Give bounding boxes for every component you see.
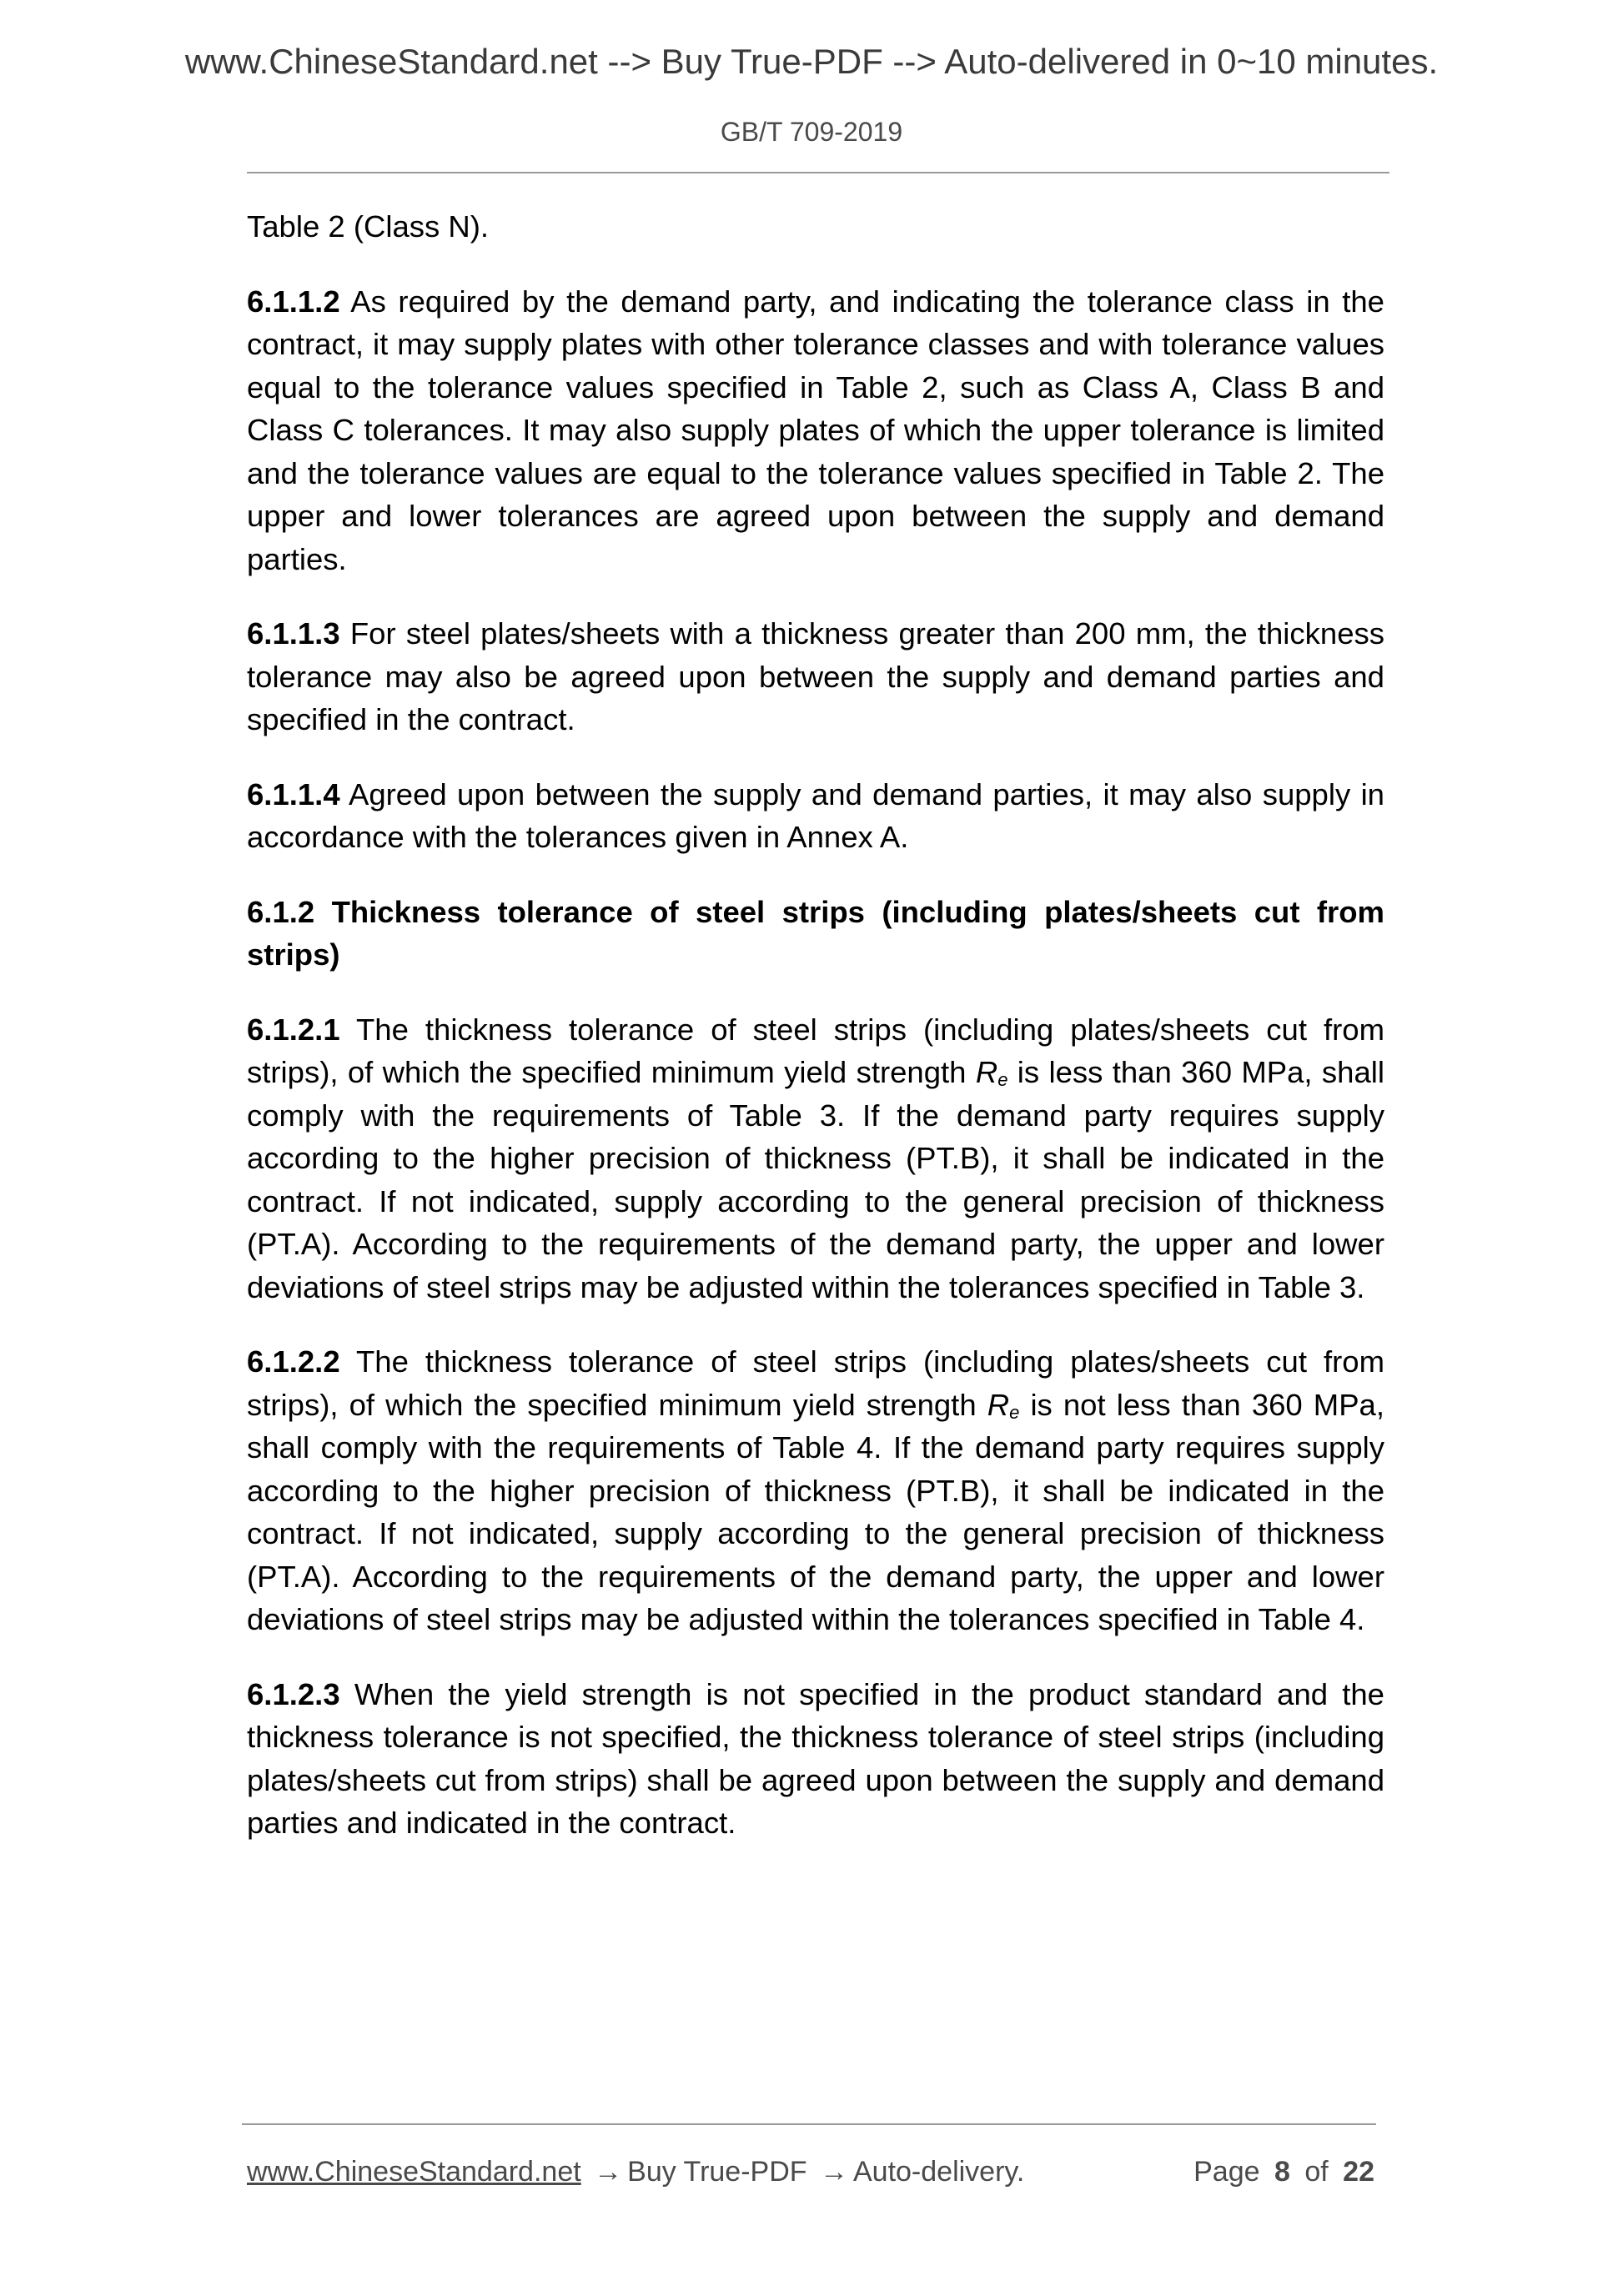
clause-text-after-symbol: is not less than 360 MPa, shall comply with the requirements of Table 4. If the demand party requires supply according to the higher precision of thickness (PT.B), it shall be indicated in the contract. If not indicated, supply according to the general precision of thickness (PT.A). According to the requirements of the demand party, the upper and lower deviations of steel strips may be adjusted within the tolerances specified in Table 4. <box>247 1387 1384 1636</box>
page-indicator <box>1193 2156 1374 2188</box>
clause-6-1-2-2 <box>247 1340 1384 1641</box>
clause-number: 6.1.1.2 <box>247 284 340 319</box>
delivery-text: Auto-delivery. <box>852 2156 1025 2188</box>
page-footer <box>247 2156 1374 2188</box>
clause-6-1-1-4 <box>247 773 1384 859</box>
document-body <box>247 205 1384 1876</box>
buy-text: Buy True-PDF <box>627 2156 807 2188</box>
clause-number: 6.1.2.2 <box>247 1344 340 1379</box>
clause-number: 6.1.1.3 <box>247 616 340 651</box>
arrow-right-icon: → <box>819 2156 848 2188</box>
clause-number: 6.1.2.1 <box>247 1012 340 1047</box>
continuation-text: Table 2 (Class N). <box>247 209 490 244</box>
symbol-subscript: e <box>997 1069 1008 1090</box>
page-current: 8 <box>1274 2156 1290 2188</box>
symbol-letter: R <box>987 1387 1010 1422</box>
clause-number: 6.1.1.4 <box>247 776 340 811</box>
clause-6-1-1-2 <box>247 280 1384 581</box>
clause-text: As required by the demand party, and indicating the tolerance class in the contract, it may supply plates with other tolerance classes and with tolerance values equal to the tolerance values specified in Table 2, such as Class A, Class B and Class C tolerances. It may also supply plates of which the upper tolerance is limited and the tolerance values are equal to the tolerance values specified in Table 2. The upper and lower tolerances are agreed upon between the supply and demand parties. <box>247 284 1384 576</box>
document-code: GB/T 709-2019 <box>720 117 903 147</box>
page-label: Page <box>1193 2156 1260 2188</box>
website-link[interactable]: www.ChineseStandard.net <box>247 2156 581 2188</box>
clause-6-1-1-3 <box>247 612 1384 741</box>
clause-number: 6.1.2.3 <box>247 1676 340 1711</box>
top-banner: www.ChineseStandard.net --> Buy True-PDF --> Auto-delivered in 0~10 minutes. <box>184 42 1439 81</box>
footer-divider <box>242 2123 1376 2125</box>
footer-promo <box>247 2156 1024 2188</box>
section-title: Thickness tolerance of steel strips (including plates/sheets cut from strips) <box>247 894 1384 972</box>
arrow-right-icon: → <box>594 2156 623 2188</box>
clause-6-1-2-1 <box>247 1008 1384 1309</box>
symbol-subscript: e <box>1009 1401 1020 1423</box>
page-total: 22 <box>1343 2156 1374 2188</box>
yield-strength-symbol <box>987 1388 1020 1422</box>
section-heading-6-1-2 <box>247 891 1384 977</box>
clause-text: For steel plates/sheets with a thickness greater than 200 mm, the thickness tolerance may also be agreed upon between the supply and demand parties and specified in the contract. <box>247 616 1384 736</box>
clause-6-1-2-3 <box>247 1673 1384 1845</box>
clause-text-before-symbol: The thickness tolerance of steel strips (including plates/sheets cut from strips), of which the specified minimum yield strength <box>247 1344 1384 1422</box>
clause-text-after-symbol: is less than 360 MPa, shall comply with the requirements of Table 3. If the demand party requires supply according to the higher precision of thickness (PT.B), it shall be indicated in the contract. If not indicated, supply according to the general precision of thickness (PT.A). According to the requirements of the demand party, the upper and lower deviations of steel strips may be adjusted within the tolerances specified in Table 3. <box>247 1055 1384 1304</box>
clause-text: When the yield strength is not specified in the product standard and the thickness tolerance is not specified, the thickness tolerance of steel strips (including plates/sheets cut from strips) shall be agreed upon between the supply and demand parties and indicated in the contract. <box>247 1676 1384 1840</box>
header-divider <box>247 172 1389 173</box>
continuation-paragraph <box>247 205 1384 249</box>
page-of: of <box>1304 2156 1329 2188</box>
symbol-letter: R <box>975 1055 998 1089</box>
clause-text-before-symbol: The thickness tolerance of steel strips (including plates/sheets cut from strips), of which the specified minimum yield strength <box>247 1012 1384 1089</box>
yield-strength-symbol <box>976 1055 1008 1089</box>
clause-text: Agreed upon between the supply and demand parties, it may also supply in accordance with the tolerances given in Annex A. <box>247 776 1384 854</box>
section-number: 6.1.2 <box>247 894 315 929</box>
